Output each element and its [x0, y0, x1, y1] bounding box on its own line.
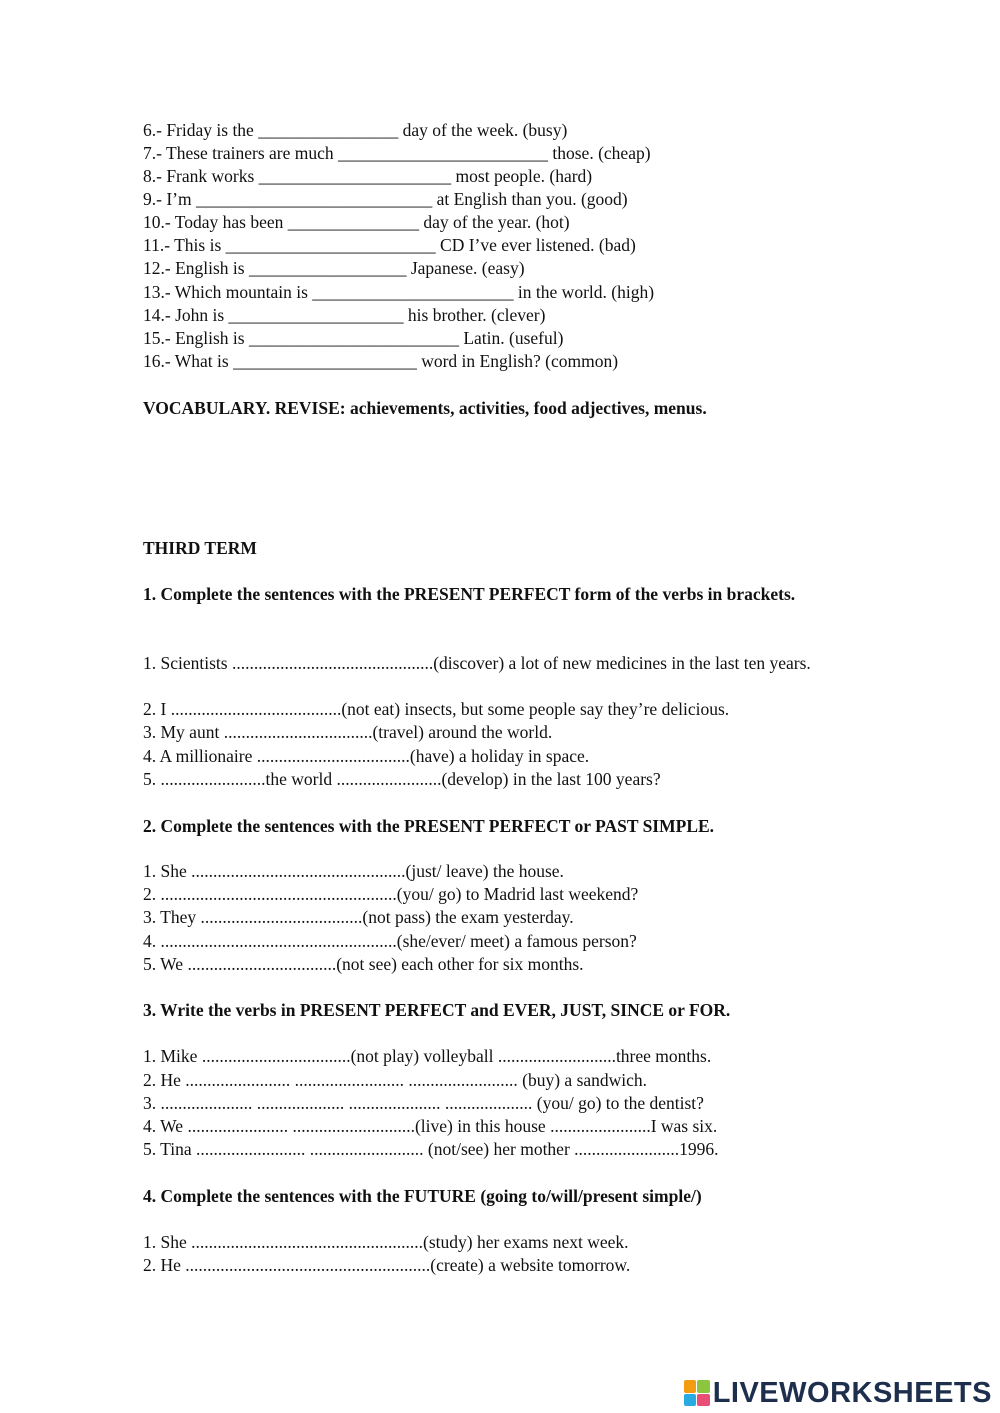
exercise-2-item: 3. They .....................................(not pass) the exam yesterday. — [143, 907, 574, 927]
exercise-1-item: 2. I .......................................(not eat) insects, but some people say they’re delicious. — [143, 699, 730, 719]
exercise-3-item: 3. ..................... .................... ..................... .................... (you/ go) to the dentist? — [143, 1093, 704, 1113]
comparative-item-7: 7.- These trainers are much ________________________ those. (cheap) — [143, 143, 651, 163]
logo-text: LIVEWORKSHEETS — [712, 1376, 992, 1409]
logo-mark-icon — [684, 1380, 710, 1406]
exercise-1-title: 1. Complete the sentences with the PRESENT PERFECT form of the verbs in brackets. — [143, 584, 796, 604]
exercise-2-item: 5. We ..................................(not see) each other for six months. — [143, 954, 584, 974]
comparative-item-8: 8.- Frank works ______________________ most people. (hard) — [143, 166, 593, 186]
comparative-item-13: 13.- Which mountain is _______________________ in the world. (high) — [143, 282, 655, 302]
term-heading: THIRD TERM — [143, 538, 257, 558]
exercise-3-item: 2. He ........................ ......................... ......................... (buy) a sandwich. — [143, 1070, 648, 1090]
vocabulary-note: VOCABULARY. REVISE: achievements, activities, food adjectives, menus. — [143, 398, 707, 418]
exercise-3-item: 4. We ....................... ............................(live) in this house .......................I was six. — [143, 1116, 718, 1136]
exercise-2-item: 1. She .................................................(just/ leave) the house. — [143, 861, 564, 881]
comparative-item-14: 14.- John is ____________________ his brother. (clever) — [143, 305, 546, 325]
comparative-item-10: 10.- Today has been _______________ day of the year. (hot) — [143, 212, 570, 232]
comparative-item-6: 6.- Friday is the ________________ day of the week. (busy) — [143, 120, 568, 140]
exercise-3-item: 5. Tina ......................... .......................... (not/see) her mother ........................1996. — [143, 1139, 719, 1159]
exercise-2-title: 2. Complete the sentences with the PRESENT PERFECT or PAST SIMPLE. — [143, 816, 715, 836]
exercise-2-item: 4. ......................................................(she/ever/ meet) a famous person? — [143, 931, 637, 951]
comparative-item-11: 11.- This is ________________________ CD I’ve ever listened. (bad) — [143, 235, 636, 255]
exercise-1-item: 3. My aunt ..................................(travel) around the world. — [143, 722, 553, 742]
comparative-item-16: 16.- What is _____________________ word in English? (common) — [143, 351, 619, 371]
exercise-3-item: 1. Mike ..................................(not play) volleyball ...........................three months. — [143, 1046, 712, 1066]
logo-square — [684, 1380, 697, 1393]
exercise-1-item: 4. A millionaire ...................................(have) a holiday in space. — [143, 746, 590, 766]
logo-square — [697, 1380, 710, 1393]
liveworksheets-logo[interactable] — [684, 1378, 992, 1408]
logo-square — [697, 1394, 710, 1407]
exercise-2-item: 2. ......................................................(you/ go) to Madrid last weekend? — [143, 884, 639, 904]
comparative-item-12: 12.- English is __________________ Japanese. (easy) — [143, 258, 525, 278]
exercise-4-title: 4. Complete the sentences with the FUTURE (going to/will/present simple/) — [143, 1186, 702, 1206]
comparative-item-9: 9.- I’m ___________________________ at English than you. (good) — [143, 189, 628, 209]
exercise-4-item: 1. She .....................................................(study) her exams next week. — [143, 1232, 629, 1252]
exercise-1-item: 1. Scientists ..............................................(discover) a lot of new medicines in the last ten years. — [143, 653, 811, 673]
logo-square — [684, 1394, 697, 1407]
exercise-3-title: 3. Write the verbs in PRESENT PERFECT and EVER, JUST, SINCE or FOR. — [143, 1000, 731, 1020]
exercise-4-item: 2. He ........................................................(create) a website tomorrow. — [143, 1255, 631, 1275]
comparative-item-15: 15.- English is ________________________ Latin. (useful) — [143, 328, 564, 348]
exercise-1-item: 5. ........................the world ........................(develop) in the last 100 years? — [143, 769, 661, 789]
